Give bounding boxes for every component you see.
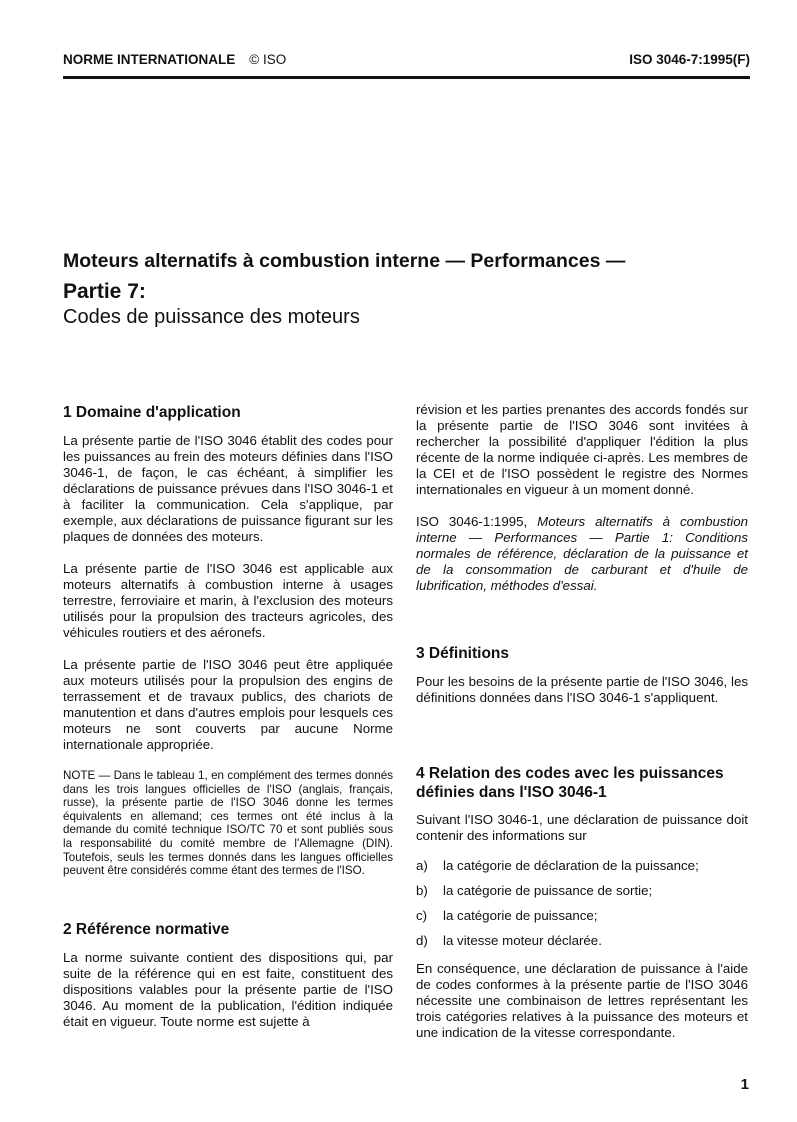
s1-p2: La présente partie de l'ISO 3046 est applicable aux moteurs alternatifs à combustion interne à usages terrestre, ferroviaire et marin, à l'exclusion des moteurs utilisés pour la propulsion des tracteurs agricoles, des véhicules routiers et des aéronefs. (63, 561, 393, 640)
normative-reference (416, 514, 748, 594)
list-marker: d) (416, 933, 428, 948)
standard-type: NORME INTERNATIONALE (63, 52, 236, 67)
standard-number: ISO 3046-7:1995(F) (629, 52, 750, 67)
info-list (416, 858, 748, 949)
section-2-heading: 2 Référence normative (63, 921, 230, 938)
s2-p1-cont: révision et les parties prenantes des accords fondés sur la présente partie de l'ISO 3046 sont invitées à rechercher la possibilité d'appliquer l'édition la plus récente de la norme indiquée ci-après. Les membres de la CEI et de l'ISO possèdent le registre des Normes internationales en vigueur à un moment donné. (416, 402, 748, 497)
list-item (416, 933, 748, 949)
header-left (63, 52, 286, 67)
list-marker: a) (416, 858, 428, 873)
s1-p1: La présente partie de l'ISO 3046 établit des codes pour les puissances au frein des moteurs définies dans l'ISO 3046-1, de façon, le cas échéant, à simplifier les déclarations de puissance prévues dans l'ISO 3046-1 et à faciliter la communication. Cela s'applique, par exemple, aux déclarations de puissance figurant sur les plaques de données des moteurs. (63, 433, 393, 544)
s3-p1: Pour les besoins de la présente partie de l'ISO 3046, les définitions données dans l'ISO 3046-1 s'appliquent. (416, 674, 748, 705)
list-text: la catégorie de puissance; (443, 908, 598, 923)
list-marker: b) (416, 883, 428, 898)
doc-subtitle: Codes de puissance des moteurs (63, 306, 360, 328)
header-rule (63, 76, 750, 79)
ref-code: ISO 3046-1:1995, (416, 514, 538, 529)
list-text: la catégorie de déclaration de la puissance; (443, 858, 699, 873)
list-text: la catégorie de puissance de sortie; (443, 883, 653, 898)
list-item (416, 883, 748, 899)
list-item (416, 908, 748, 924)
part-label: Partie 7: (63, 280, 146, 303)
s4-p2: En conséquence, une déclaration de puissance à l'aide de codes conformes à la présente partie de l'ISO 3046 nécessite une combinaison de lettres représentant les trois catégories relatives à la puissance des moteurs et une indication de la vitesse correspondante. (416, 961, 748, 1040)
section-4-heading: 4 Relation des codes avec les puissances définies dans l'ISO 3046-1 (416, 765, 724, 801)
s1-note: NOTE — Dans le tableau 1, en complément des termes donnés dans les trois langues officielles de l'ISO (anglais, français, russe), la présente partie de l'ISO 3046 donne les termes équivalents en allemand; ces termes ont été inclus à la demande du comité technique ISO/TC 70 et sont publiés sous la responsabilité du comité membre de l'Allemagne (DIN). Toutefois, seuls les termes donnés dans les langues officielles peuvent être considérés comme étant des termes de l'ISO. (63, 769, 393, 878)
list-item (416, 858, 748, 874)
s2-p1: La norme suivante contient des dispositions qui, par suite de la référence qui en est faite, constituent des dispositions valables pour la présente partie de l'ISO 3046. Au moment de la publication, l'édition indiquée était en vigueur. Toute norme est sujette à (63, 950, 393, 1029)
s1-p3: La présente partie de l'ISO 3046 peut être appliquée aux moteurs utilisés pour la propulsion des engins de terrassement et de travaux publics, des chariots de manutention et dans d'autres emplois pour lesquels ces moteurs ne sont couverts par aucune Norme internationale appropriée. (63, 657, 393, 752)
page-number: 1 (740, 1076, 749, 1093)
s4-p1: Suivant l'ISO 3046-1, une déclaration de puissance doit contenir des informations sur (416, 812, 748, 843)
list-marker: c) (416, 908, 428, 923)
section-3-heading: 3 Définitions (416, 645, 510, 662)
doc-title: Moteurs alternatifs à combustion interne — Performances — (63, 250, 626, 272)
list-text: la vitesse moteur déclarée. (443, 933, 602, 948)
section-1-heading: 1 Domaine d'application (63, 404, 241, 421)
copyright: © ISO (249, 52, 287, 67)
ref-title: Moteurs alternatifs à combustion interne — Performances — Partie 1: Conditions normales de référence, déclaration de la puissance et de la consommation de carburant et d'huile de lubrification, méthodes d'essai. (416, 514, 748, 593)
